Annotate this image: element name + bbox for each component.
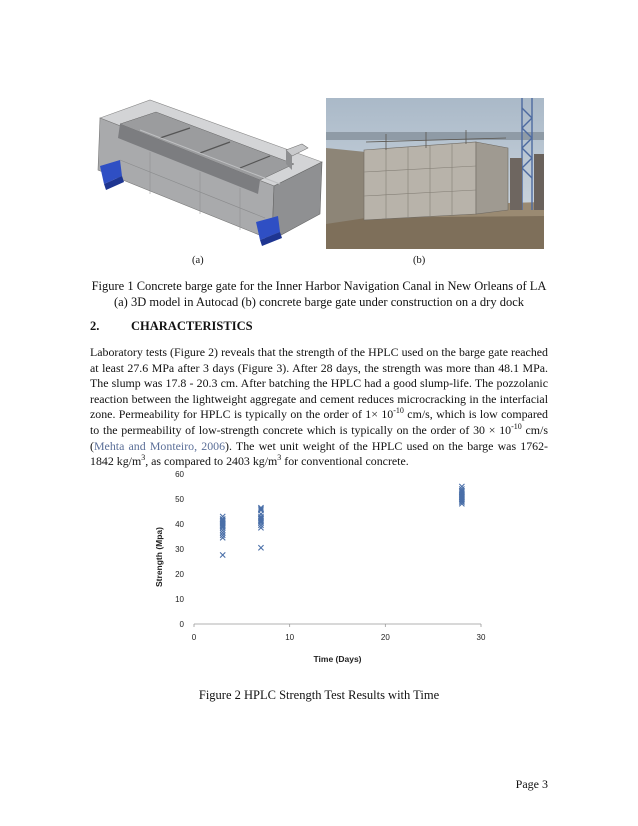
- x-tick-label: 30: [476, 633, 486, 642]
- citation-link[interactable]: Mehta and Monteiro, 2006: [93, 438, 226, 453]
- x-axis-title: Time (Days): [313, 654, 362, 664]
- y-axis-title: Strength (Mpa): [154, 527, 164, 587]
- figure2-caption: Figure 2 HPLC Strength Test Results with Time: [198, 688, 440, 702]
- y-tick-label: 10: [175, 595, 184, 604]
- exponent-4: 3: [277, 453, 282, 463]
- exponent-2: -10: [511, 422, 522, 431]
- y-tick-label: 20: [175, 570, 184, 579]
- paragraph-text-5: , as compared to 2403 kg/m: [145, 454, 278, 469]
- paragraph-text-1: Laboratory tests (Figure 2) reveals that the strength of the HPLC used on the barge gate reached at least 27.6 MPa after 3 days (Figure 3). After 28 days, the strength was more than 48.1 MPa. The slump was 17.8 - 20.3 cm. After batching the HPLC had a good slump-life. The pozzolanic reaction between the lightweight aggregate and cement reduces microcracking in the interfacial zone. Permeability for HPLC is typically on the order of 1× 10: [90, 345, 548, 422]
- section-number: 2.: [90, 319, 100, 333]
- exponent-1: -10: [393, 406, 404, 416]
- page-number: Page 3: [515, 777, 548, 791]
- paragraph-text-6: for conventional concrete.: [281, 454, 409, 469]
- paragraph-text-2: cm/s, which is low compared to the permeability of low-strength concrete which is typically on the order of 30 × 10: [90, 407, 548, 437]
- paragraph-text-3: cm/s (: [90, 422, 548, 453]
- x-tick-label: 20: [380, 633, 390, 642]
- y-tick-label: 30: [175, 545, 184, 554]
- data-point-marker: [258, 545, 263, 550]
- figure1-label-b: (b): [413, 255, 426, 266]
- figure1-caption-line1: Figure 1 Concrete barge gate for the Inner Harbor Navigation Canal in New Orleans of LA: [91, 279, 547, 293]
- figure1-caption-line2: (a) 3D model in Autocad (b) concrete barge gate under construction on a dry dock: [113, 295, 525, 309]
- y-tick-label: 50: [175, 495, 184, 504]
- x-tick-label: 10: [285, 633, 295, 642]
- section-title: CHARACTERISTICS: [131, 319, 253, 333]
- y-tick-label: 0: [179, 620, 184, 629]
- paragraph-text-4: ). The wet unit weight of the HPLC used on the barge was 1762-1842 kg/m: [90, 438, 548, 469]
- x-tick-label: 0: [191, 633, 197, 642]
- data-point-marker: [220, 552, 225, 557]
- y-tick-label: 40: [175, 520, 184, 529]
- figure1-label-a: (a): [192, 255, 204, 266]
- exponent-3: 3: [141, 453, 146, 463]
- y-tick-label: 60: [175, 470, 184, 479]
